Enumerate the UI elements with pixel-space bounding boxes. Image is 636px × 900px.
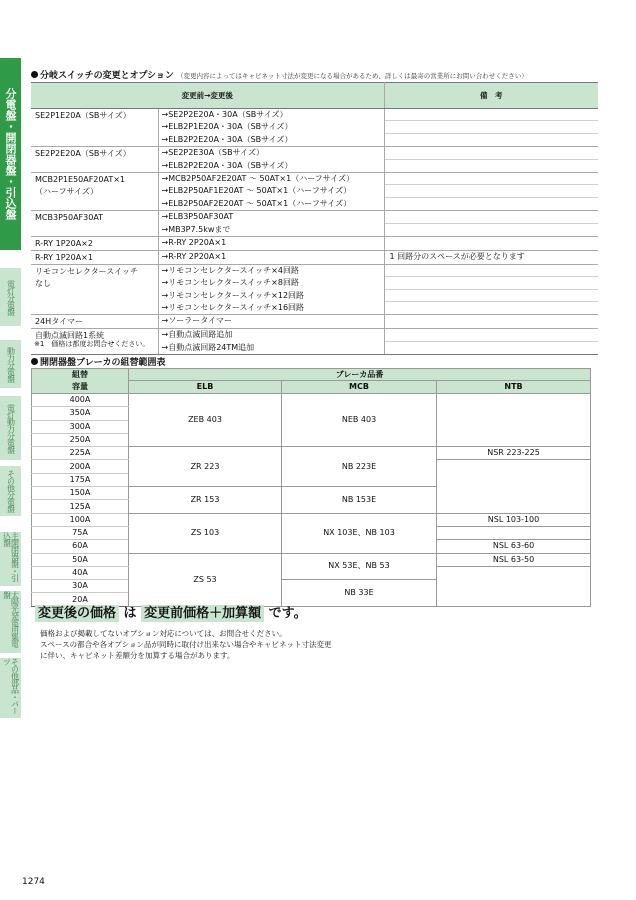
option-after bbox=[158, 172, 384, 210]
ntb-cell: NSL 63-50 bbox=[437, 553, 591, 566]
option-after-line: →ソーラータイマー bbox=[161, 316, 233, 326]
price-end: です。 bbox=[268, 606, 307, 621]
option-before-line: 自動点滅回路1系統 bbox=[35, 331, 105, 341]
option-after bbox=[158, 264, 384, 315]
option-before bbox=[31, 211, 158, 237]
option-remark-line bbox=[385, 147, 599, 159]
bullet-icon bbox=[31, 358, 38, 365]
option-after-line: →ELB3P50AF30AT bbox=[161, 212, 234, 222]
option-after bbox=[158, 315, 384, 329]
option-row bbox=[31, 264, 598, 315]
ntb-cell bbox=[437, 526, 591, 539]
option-remark-line bbox=[385, 290, 599, 302]
option-row bbox=[31, 315, 598, 329]
capacity-cell: 200A bbox=[32, 460, 129, 473]
option-after bbox=[158, 329, 384, 355]
option-row bbox=[31, 109, 598, 147]
side-tab[interactable]: 電灯分電盤 bbox=[0, 268, 21, 326]
elb-cell: ZEB 403 bbox=[129, 394, 282, 447]
elb-cell: ZR 153 bbox=[129, 487, 282, 514]
side-tab[interactable]: 太陽光発電用集電盤 bbox=[0, 591, 21, 653]
option-remark-line bbox=[385, 224, 599, 236]
option-after bbox=[158, 147, 384, 173]
option-before bbox=[31, 147, 158, 173]
option-after-line: →MB3P7.5kwまで bbox=[161, 224, 231, 234]
note-line: スペースの都合や各オプション品が同時に取付け出来ない場合やキャビネット寸法変更 bbox=[40, 640, 332, 649]
side-tab[interactable]: 主開閉器盤・引込盤 bbox=[0, 532, 21, 586]
capacity-cell: 250A bbox=[32, 433, 129, 446]
option-row bbox=[31, 172, 598, 210]
option-after-line: →SE2P2E30A（SBサイズ） bbox=[161, 148, 264, 158]
option-remarks bbox=[384, 172, 598, 210]
breaker-section-title bbox=[31, 355, 165, 368]
option-after-line: →R-RY 2P20A×1 bbox=[161, 237, 227, 247]
header-ntb: NTB bbox=[437, 381, 591, 394]
breaker-row bbox=[32, 447, 591, 460]
price-formula-box: 変更前価格＋加算額 bbox=[141, 605, 264, 622]
option-after-line: →リモコンセレクタースイッチ×16回路 bbox=[161, 303, 305, 313]
option-before-line: MCB2P1E50AF20AT×1 bbox=[35, 174, 125, 184]
header-remarks: 備 考 bbox=[384, 83, 598, 109]
option-remark-line bbox=[385, 109, 599, 121]
ntb-cell: NSR 223-225 bbox=[437, 447, 591, 460]
option-before bbox=[31, 172, 158, 210]
elb-cell: ZS 103 bbox=[129, 513, 282, 553]
option-after-line: →リモコンセレクタースイッチ×4回路 bbox=[161, 265, 299, 275]
option-remark-line bbox=[385, 315, 599, 327]
mcb-cell: NX 103E、NB 103 bbox=[282, 513, 437, 553]
option-before bbox=[31, 264, 158, 315]
option-remark-line bbox=[385, 121, 599, 133]
option-before-line: R-RY 1P20A×2 bbox=[35, 238, 93, 248]
elb-cell: ZR 223 bbox=[129, 447, 282, 487]
ntb-cell: NSL 103-100 bbox=[437, 513, 591, 526]
option-after-line: →R-RY 2P20A×1 bbox=[161, 251, 227, 261]
mcb-cell: NB 223E bbox=[282, 447, 437, 487]
options-section-title bbox=[31, 68, 528, 81]
option-after-line: →MCB2P50AF2E20AT ～ 50AT×1（ハーフサイズ） bbox=[161, 173, 355, 183]
capacity-cell: 400A bbox=[32, 394, 129, 407]
option-remark-line bbox=[385, 342, 599, 354]
option-remark-line bbox=[385, 160, 599, 172]
capacity-cell: 40A bbox=[32, 566, 129, 579]
option-row bbox=[31, 250, 598, 264]
option-remark-line bbox=[385, 173, 599, 185]
option-remark-line bbox=[385, 134, 599, 146]
option-remarks bbox=[384, 109, 598, 147]
mcb-cell: NEB 403 bbox=[282, 394, 437, 447]
option-remark-line bbox=[385, 265, 599, 277]
side-tab[interactable]: 電灯動力分電盤 bbox=[0, 396, 21, 460]
option-before-line: SE2P1E20A（SBサイズ） bbox=[35, 111, 131, 120]
option-before-line: SE2P2E20A（SBサイズ） bbox=[35, 149, 131, 159]
capacity-cell: 175A bbox=[32, 473, 129, 486]
option-before bbox=[31, 236, 158, 250]
breaker-title-text: 開閉器盤ブレーカの組替範囲表 bbox=[40, 358, 166, 368]
option-remark-line bbox=[385, 211, 599, 223]
price-statement bbox=[35, 602, 307, 621]
bullet-icon bbox=[31, 71, 38, 78]
note-line: 価格および掲載してないオプション対応については、お問合せください。 bbox=[40, 629, 287, 638]
capacity-cell: 100A bbox=[32, 513, 129, 526]
header-capacity-2: 容量 bbox=[32, 381, 129, 394]
option-after bbox=[158, 236, 384, 250]
side-tab[interactable]: 分電盤・開閉器盤・引込盤 bbox=[0, 58, 21, 250]
capacity-cell: 300A bbox=[32, 420, 129, 433]
option-before-line: なし bbox=[35, 278, 51, 288]
option-after-line: →ELB2P50AF1E20AT ～ 50AT×1（ハーフサイズ） bbox=[161, 186, 352, 196]
option-remark-line bbox=[385, 329, 599, 341]
mcb-cell: NB 33E bbox=[282, 580, 437, 607]
option-remarks bbox=[384, 250, 598, 264]
option-remark-line bbox=[385, 277, 599, 289]
side-tab[interactable]: その他部品・パーツ bbox=[0, 658, 21, 718]
capacity-cell: 125A bbox=[32, 500, 129, 513]
option-before-line: 24Hタイマー bbox=[35, 317, 84, 327]
options-footnote: ※1 価格は都度お問合せください。 bbox=[34, 340, 150, 348]
breaker-row bbox=[32, 394, 591, 407]
options-table bbox=[31, 82, 598, 355]
option-after-line: →自動点滅回路24TM追加 bbox=[161, 342, 255, 352]
ntb-cell: NSL 63-60 bbox=[437, 540, 591, 553]
option-before-line: R-RY 1P20A×1 bbox=[35, 252, 93, 262]
option-before bbox=[31, 315, 158, 329]
elb-cell: ZS 53 bbox=[129, 553, 282, 606]
capacity-cell: 150A bbox=[32, 487, 129, 500]
capacity-cell: 20A bbox=[32, 593, 129, 606]
capacity-cell: 50A bbox=[32, 553, 129, 566]
option-after-line: →リモコンセレクタースイッチ×12回路 bbox=[161, 290, 305, 300]
capacity-cell: 30A bbox=[32, 580, 129, 593]
mcb-cell: NX 53E、NB 53 bbox=[282, 553, 437, 580]
option-row bbox=[31, 147, 598, 173]
price-after-box: 変更後の価格 bbox=[35, 605, 119, 622]
option-remarks bbox=[384, 236, 598, 250]
price-mid: は bbox=[123, 606, 137, 621]
capacity-cell: 225A bbox=[32, 447, 129, 460]
capacity-cell: 350A bbox=[32, 407, 129, 420]
option-remark-line bbox=[385, 185, 599, 197]
ntb-cell bbox=[437, 566, 591, 606]
option-row bbox=[31, 211, 598, 237]
note-line: に伴い、キャビネット差額分を加算する場合があります。 bbox=[40, 651, 235, 660]
option-row bbox=[31, 236, 598, 250]
ntb-cell bbox=[437, 394, 591, 447]
option-remark-line: 1 回路分のスペースが必要となります bbox=[389, 251, 525, 261]
header-elb: ELB bbox=[129, 381, 282, 394]
option-remark-line bbox=[385, 198, 599, 210]
breaker-row bbox=[32, 513, 591, 526]
option-remark-line bbox=[385, 237, 599, 249]
header-mcb: MCB bbox=[282, 381, 437, 394]
option-remarks bbox=[384, 329, 598, 355]
option-before-line: （ハーフサイズ） bbox=[35, 186, 98, 196]
breaker-table bbox=[31, 368, 591, 607]
header-breaker-group: ブレーカ品番 bbox=[129, 369, 591, 381]
option-remarks bbox=[384, 147, 598, 173]
option-after-line: →ELB2P2E20A・30A（SBサイズ） bbox=[161, 134, 293, 144]
header-change: 変更前→変更後 bbox=[31, 83, 384, 109]
option-remarks bbox=[384, 211, 598, 237]
option-before bbox=[31, 109, 158, 147]
mcb-cell: NB 153E bbox=[282, 487, 437, 514]
option-remarks bbox=[384, 315, 598, 329]
option-after-line: →ELB2P1E20A・30A（SBサイズ） bbox=[161, 122, 293, 132]
option-after-line: →リモコンセレクタースイッチ×8回路 bbox=[161, 278, 299, 288]
page-number: 1274 bbox=[22, 877, 45, 887]
option-after-line: →ELB2P50AF2E20AT ～ 50AT×1（ハーフサイズ） bbox=[161, 198, 352, 208]
ntb-cell bbox=[437, 460, 591, 513]
options-title-text: 分岐スイッチの変更とオプション bbox=[40, 71, 174, 81]
option-before bbox=[31, 250, 158, 264]
option-remarks bbox=[384, 264, 598, 315]
option-after-line: →自動点滅回路追加 bbox=[161, 330, 233, 340]
capacity-cell: 60A bbox=[32, 540, 129, 553]
side-tab[interactable]: 動力分電盤 bbox=[0, 340, 21, 388]
breaker-row bbox=[32, 553, 591, 566]
option-before-line: リモコンセレクタースイッチ bbox=[35, 266, 138, 276]
options-title-note: （変更内容によってはキャビネット寸法が変更になる場合があるため、詳しくは最寄の営業所にお問い合わせください） bbox=[176, 72, 528, 80]
option-after-line: →SE2P2E20A・30A（SBサイズ） bbox=[161, 110, 288, 119]
price-notes bbox=[40, 628, 331, 661]
option-after bbox=[158, 250, 384, 264]
option-after bbox=[158, 109, 384, 147]
capacity-cell: 75A bbox=[32, 526, 129, 539]
side-tab[interactable]: その他分電盤 bbox=[0, 466, 21, 516]
option-after-line: →ELB2P2E20A・30A（SBサイズ） bbox=[161, 160, 293, 170]
option-after bbox=[158, 211, 384, 237]
option-remark-line bbox=[385, 302, 599, 314]
option-before-line: MCB3P50AF30AT bbox=[35, 213, 104, 223]
header-capacity-1: 組替 bbox=[32, 369, 129, 381]
